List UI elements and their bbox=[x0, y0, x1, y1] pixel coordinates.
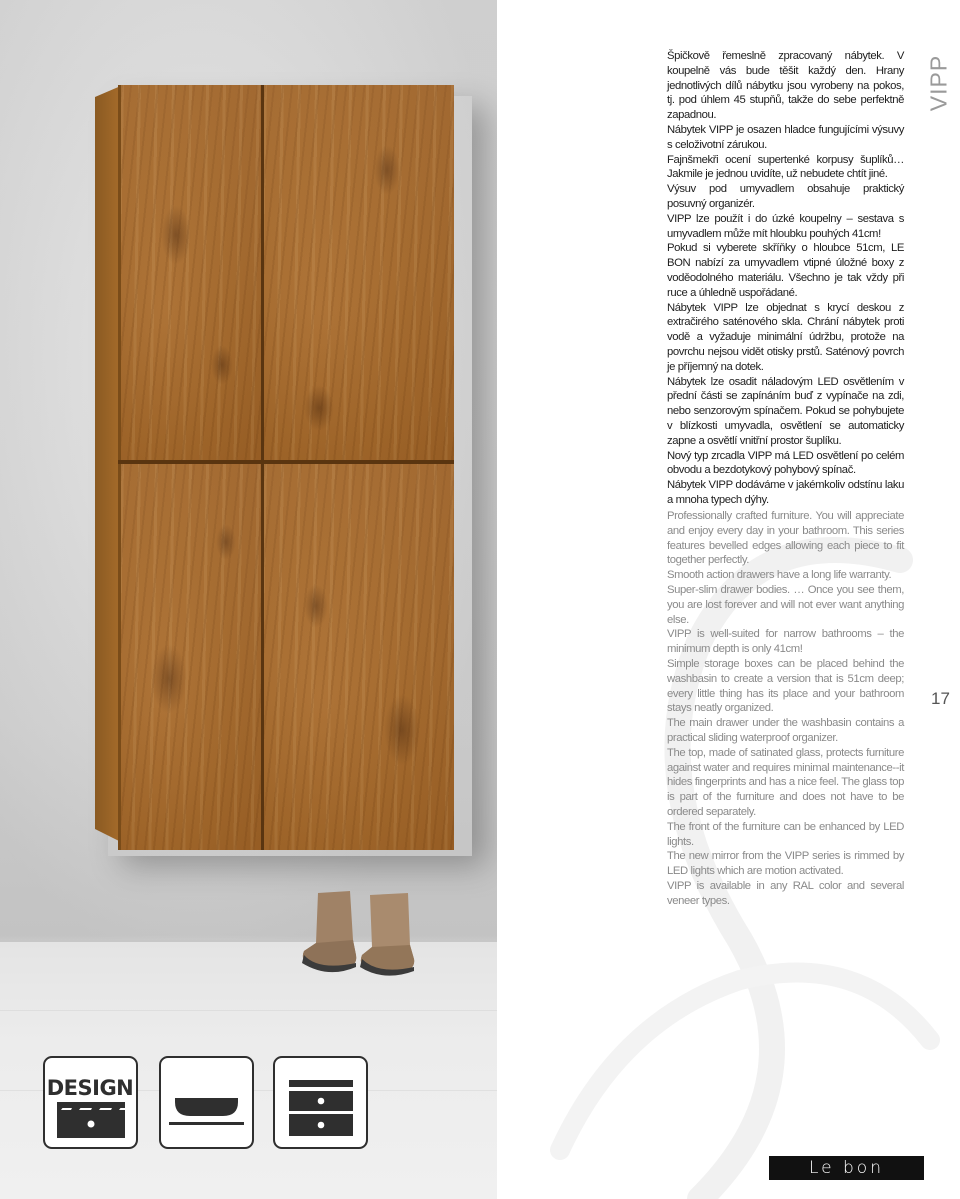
en-paragraph: The top, made of satinated glass, protects furniture against water and requires minimal maintenance--it hides fingerprints and has a nice feel. The glass top is part of the furniture and does not have to be ordered separately. bbox=[667, 746, 904, 818]
en-paragraph: Simple storage boxes can be placed behind the washbasin to create a version that is 51cm deep; every little thing has its place and your bathroom stays neatly organized. bbox=[667, 657, 904, 715]
english-description bbox=[667, 509, 904, 909]
cz-paragraph: VIPP lze použít i do úzké koupelny – sestava s umyvadlem může mít hloubku pouhých 41cm! bbox=[667, 212, 904, 240]
en-paragraph: Professionally crafted furniture. You will appreciate and enjoy every day in your bathroom. This series features bevelled edges allowing each piece to fit together perfectly. bbox=[667, 510, 904, 567]
cabinet-door-bottom-left bbox=[121, 464, 261, 850]
boots bbox=[298, 885, 428, 980]
wall-cabinet bbox=[118, 85, 454, 850]
en-paragraph: The main drawer under the washbasin contains a practical sliding waterproof organizer. bbox=[667, 717, 904, 744]
cabinet-door-top-right bbox=[264, 85, 454, 460]
door-gap-vertical bbox=[261, 85, 264, 850]
series-title bbox=[926, 48, 952, 118]
series-title-text: VIPP bbox=[925, 54, 952, 112]
en-paragraph: The front of the furniture can be enhanced by LED lights. bbox=[667, 820, 904, 848]
cz-paragraph: Nový typ zrcadla VIPP má LED osvětlení po celém obvodu a bezdotykový pohybový spínač. bbox=[667, 449, 904, 477]
en-paragraph: VIPP is available in any RAL color and several veneer types. bbox=[667, 879, 904, 907]
cz-paragraph: Nábytek VIPP lze objednat s krycí deskou z extračirého saténového skla. Chrání nábytek proti vodě a vyžaduje minimální údržbu, protože na povrchu nejsou vidět otisky prstů. Saténový povrch je příjemný na dotek. bbox=[667, 301, 904, 373]
cz-paragraph: Nábytek VIPP je osazen hladce fungujícími výsuvy s celoživotní zárukou. bbox=[667, 123, 904, 151]
cz-paragraph: Nábytek lze osadit náladovým LED osvětlením v přední části se zapínáním buď z vypínače na zdi, nebo senzorovým spínačem. Pokud se pohybujete v blízkosti umyvadla, osvětlení se automaticky zapne a osvětlí vnitřní prostor šuplíku. bbox=[667, 375, 904, 447]
en-paragraph: VIPP is well-suited for narrow bathrooms – the minimum depth is only 41cm! bbox=[667, 628, 904, 656]
en-paragraph: Super-slim drawer bodies. … Once you see them, you are lost forever and will not ever want anything else. bbox=[667, 583, 904, 626]
brand-logo-text: Le bon bbox=[808, 1157, 884, 1178]
czech-description bbox=[667, 49, 904, 508]
door-gap-horizontal bbox=[118, 460, 454, 464]
cz-paragraph: Výsuv pod umyvadlem obsahuje praktický posuvný organizér. bbox=[667, 183, 904, 210]
cz-paragraph: Pokud si vyberete skříňky o hloubce 51cm, LE BON nabízí za umyvadlem vtipné úložné boxy z voděodolného materiálu. Všechno je tak vždy při ruce a úhledně uspořádané. bbox=[667, 242, 904, 299]
en-paragraph: Smooth action drawers have a long life warranty. bbox=[667, 569, 892, 582]
cz-paragraph: Fajnšmekři ocení supertenké korpusy šuplíků… Jakmile je jednou uvidíte, už nebudete chtít jiné. bbox=[667, 153, 904, 181]
cz-paragraph: Nábytek VIPP dodáváme v jakémkoliv odstínu laku a mnoha typech dýhy. bbox=[667, 479, 904, 506]
en-paragraph: The new mirror from the VIPP series is rimmed by LED lights which are motion activated. bbox=[667, 850, 904, 878]
cabinet-door-top-left bbox=[121, 85, 261, 460]
brand-logo bbox=[769, 1156, 924, 1180]
design-icon bbox=[43, 1056, 138, 1149]
washbasin-icon bbox=[159, 1056, 254, 1149]
cabinet-door-bottom-right bbox=[264, 464, 454, 850]
drawers-icon bbox=[273, 1056, 368, 1149]
svg-text:DESIGN: DESIGN bbox=[46, 1076, 134, 1100]
floor-plank bbox=[0, 1010, 497, 1011]
cz-paragraph: Špičkově řemeslně zpracovaný nábytek. V koupelně vás bude těšit každý den. Hrany jednotlivých dílů nábytku jsou vyrobeny na pokos, tj. pod úhlem 45 stupňů, takže do sebe perfektně zapadnou. bbox=[667, 50, 904, 122]
page-number: 17 bbox=[931, 689, 950, 708]
